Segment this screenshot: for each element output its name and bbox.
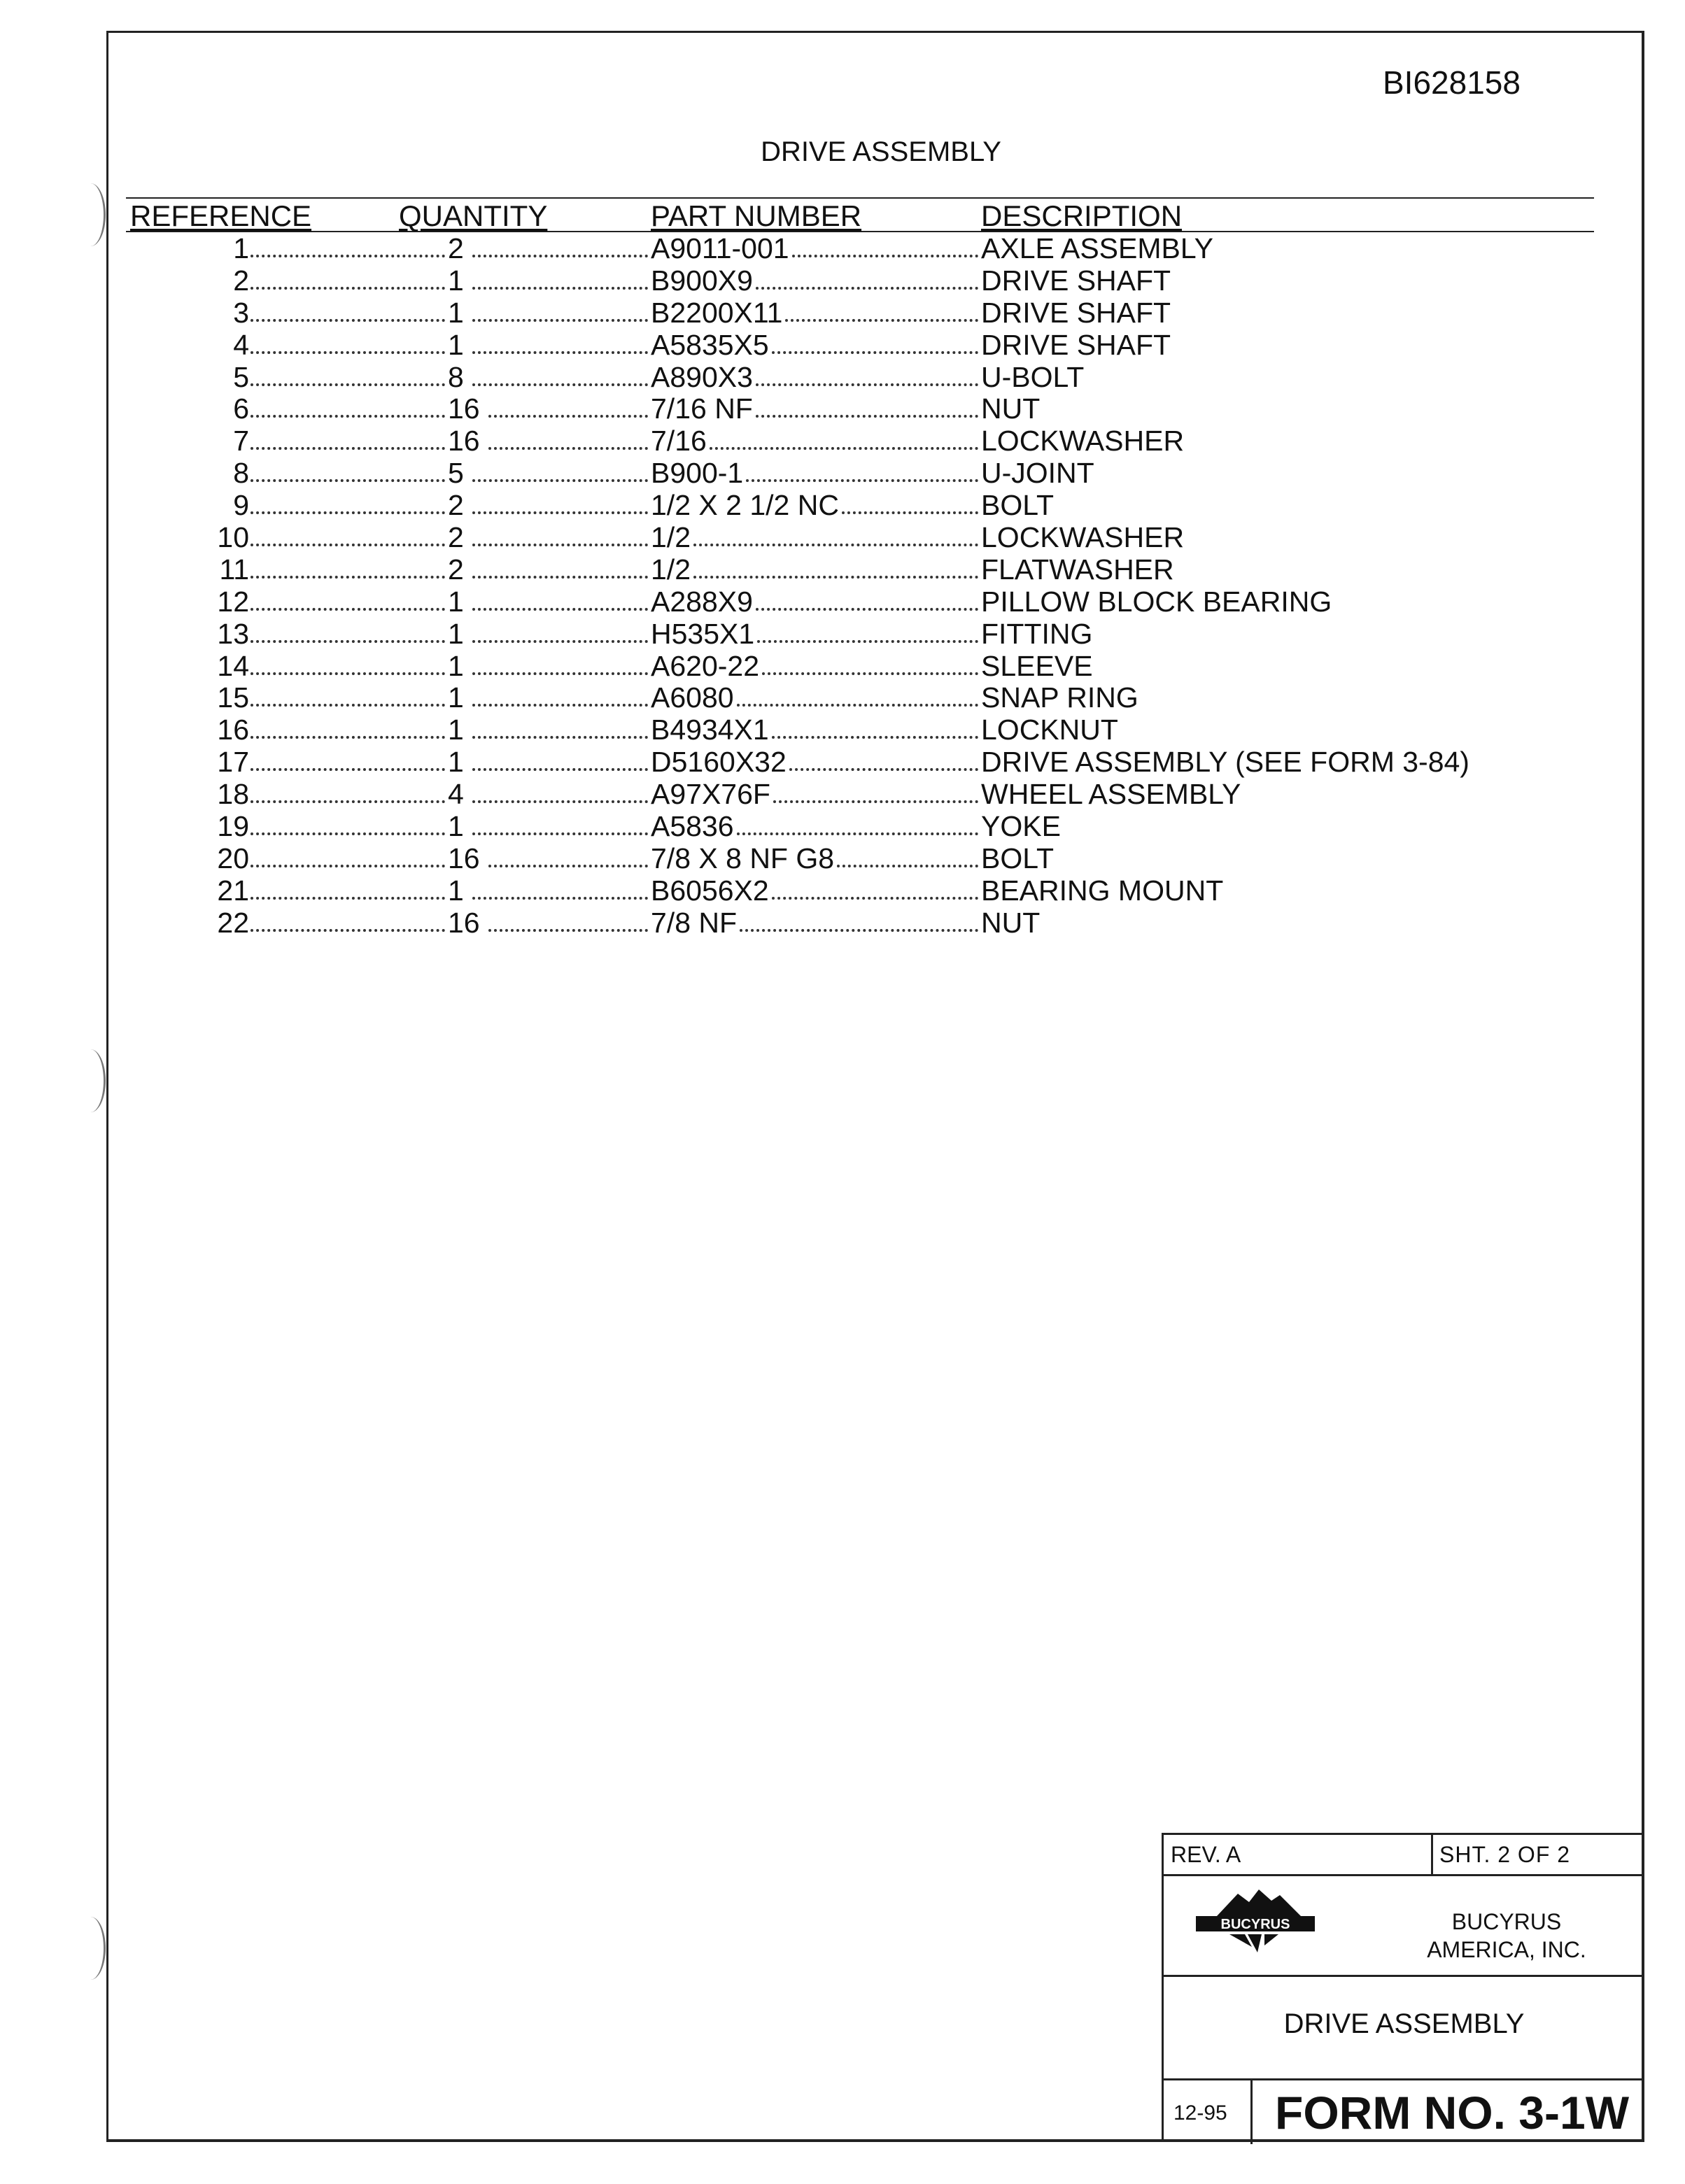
cell-reference: 7 (233, 425, 249, 458)
cell-reference: 20 (217, 842, 249, 874)
sheet-number: SHT. 2 OF 2 (1439, 1842, 1571, 1867)
dot-leader (710, 447, 978, 450)
cell-description: BEARING MOUNT (981, 874, 1224, 907)
cell-description: BOLT (981, 489, 1055, 522)
cell-description: LOCKNUT (981, 714, 1118, 746)
cell-description: AXLE ASSEMBLY (981, 232, 1213, 264)
cell-quantity: 16 (448, 392, 480, 425)
cell-quantity: 1 (448, 264, 464, 297)
dot-leader (472, 544, 648, 546)
dot-leader (792, 255, 978, 257)
dot-leader (472, 319, 648, 322)
cell-reference: 19 (217, 810, 249, 843)
cell-part-number: 7/16 NF (651, 392, 753, 425)
dot-leader (472, 511, 648, 514)
cell-description: FLATWASHER (981, 553, 1174, 586)
cell-part-number: D5160X32 (651, 746, 787, 779)
dot-leader (251, 736, 445, 739)
cell-reference: 10 (217, 521, 249, 554)
cell-part-number: A6080 (651, 681, 734, 714)
table-row (0, 714, 1685, 746)
dot-leader (737, 832, 978, 835)
cell-part-number: A288X9 (651, 585, 753, 618)
dot-leader (772, 897, 978, 900)
table-row (0, 650, 1685, 682)
dot-leader (789, 768, 978, 771)
table-row (0, 329, 1685, 361)
cell-quantity: 1 (448, 296, 464, 329)
cell-part-number: A9011-001 (651, 232, 789, 264)
table-row (0, 425, 1685, 457)
cell-quantity: 1 (448, 328, 464, 361)
cell-reference: 22 (217, 906, 249, 939)
dot-leader (472, 832, 648, 835)
cell-description: U-BOLT (981, 360, 1085, 393)
table-row (0, 392, 1685, 425)
title-block-rule (1164, 1874, 1644, 1876)
dot-leader (757, 640, 978, 643)
dot-leader (756, 415, 978, 418)
cell-reference: 9 (233, 489, 249, 522)
cell-description: BOLT (981, 842, 1055, 874)
dot-leader (772, 736, 978, 739)
dot-leader (472, 608, 648, 611)
dot-leader (251, 768, 445, 771)
cell-part-number: B2200X11 (651, 296, 783, 329)
dot-leader (472, 736, 648, 739)
cell-part-number: 1/2 (651, 553, 691, 586)
dot-leader (251, 383, 445, 386)
cell-quantity: 2 (448, 553, 464, 586)
logo-wordmark: BUCYRUS (1220, 1917, 1290, 1932)
dot-leader (488, 929, 648, 932)
bucyrus-logo (1189, 1880, 1322, 1957)
dot-leader (472, 255, 648, 257)
dot-leader (756, 287, 978, 290)
cell-part-number: A5835X5 (651, 328, 769, 361)
cell-description: DRIVE ASSEMBLY (SEE FORM 3-84) (981, 746, 1469, 779)
title-block-divider (1431, 1835, 1433, 1874)
dot-leader (251, 865, 445, 867)
document-number: BI628158 (1383, 64, 1521, 101)
title-block-rule (1164, 2078, 1644, 2080)
parts-list (0, 232, 1685, 939)
dot-leader (472, 576, 648, 579)
cell-quantity: 1 (448, 746, 464, 779)
dot-leader (251, 319, 445, 322)
table-row (0, 232, 1685, 264)
cell-reference: 6 (233, 392, 249, 425)
table-row (0, 907, 1685, 939)
cell-description: YOKE (981, 810, 1061, 843)
cell-quantity: 4 (448, 778, 464, 811)
table-row (0, 842, 1685, 874)
dot-leader (472, 287, 648, 290)
cell-reference: 12 (217, 585, 249, 618)
title-block-rule (1164, 1975, 1644, 1977)
dot-leader (251, 255, 445, 257)
cell-quantity: 2 (448, 521, 464, 554)
cell-part-number: B4934X1 (651, 714, 769, 746)
binder-hole-mark (76, 1049, 106, 1112)
dot-leader (762, 672, 978, 675)
cell-reference: 1 (233, 232, 249, 264)
form-date: 12-95 (1173, 2101, 1227, 2125)
table-row (0, 361, 1685, 393)
dot-leader (773, 800, 978, 803)
table-row (0, 489, 1685, 521)
dot-leader (772, 351, 978, 354)
cell-reference: 13 (217, 617, 249, 650)
table-row (0, 746, 1685, 778)
dot-leader (737, 704, 978, 707)
cell-part-number: B6056X2 (651, 874, 769, 907)
dot-leader (488, 865, 648, 867)
cell-description: NUT (981, 392, 1041, 425)
dot-leader (251, 576, 445, 579)
dot-leader (472, 897, 648, 900)
cell-description: LOCKWASHER (981, 425, 1185, 458)
cell-reference: 4 (233, 328, 249, 361)
cell-description: FITTING (981, 617, 1093, 650)
cell-description: DRIVE SHAFT (981, 296, 1171, 329)
dot-leader (251, 511, 445, 514)
dot-leader (693, 576, 978, 579)
cell-description: U-JOINT (981, 457, 1094, 490)
dot-leader (488, 447, 648, 450)
cell-part-number: H535X1 (651, 617, 755, 650)
cell-description: NUT (981, 906, 1041, 939)
dot-leader (251, 929, 445, 932)
column-header-reference: REFERENCE (130, 199, 312, 232)
cell-description: SNAP RING (981, 681, 1138, 714)
dot-leader (756, 383, 978, 386)
cell-reference: 3 (233, 296, 249, 329)
title-block-divider (1250, 2080, 1253, 2144)
dot-leader (251, 640, 445, 643)
dot-leader (251, 832, 445, 835)
cell-quantity: 2 (448, 489, 464, 522)
cell-reference: 11 (219, 553, 249, 586)
column-header-description: DESCRIPTION (981, 199, 1183, 232)
dot-leader (251, 544, 445, 546)
cell-quantity: 1 (448, 617, 464, 650)
dot-leader (251, 479, 445, 482)
cell-part-number: 1/2 X 2 1/2 NC (651, 489, 839, 522)
table-row (0, 553, 1685, 586)
dot-leader (785, 319, 978, 322)
table-row (0, 264, 1685, 297)
cell-quantity: 5 (448, 457, 464, 490)
cell-reference: 17 (217, 746, 249, 779)
cell-reference: 8 (233, 457, 249, 490)
form-number: FORM NO. 3-1W (1275, 2087, 1629, 2139)
dot-leader (251, 800, 445, 803)
dot-leader (251, 704, 445, 707)
cell-part-number: 1/2 (651, 521, 691, 554)
cell-part-number: A5836 (651, 810, 734, 843)
company-name (1374, 1908, 1640, 1964)
cell-description: SLEEVE (981, 649, 1093, 682)
dot-leader (740, 929, 978, 932)
table-row (0, 681, 1685, 714)
title-block-title: DRIVE ASSEMBLY (1283, 2008, 1525, 2039)
dot-leader (488, 415, 648, 418)
dot-leader (746, 479, 978, 482)
cell-quantity: 1 (448, 649, 464, 682)
cell-description: DRIVE SHAFT (981, 328, 1171, 361)
cell-quantity: 2 (448, 232, 464, 264)
dot-leader (472, 351, 648, 354)
cell-quantity: 1 (448, 874, 464, 907)
cell-reference: 21 (217, 874, 249, 907)
dot-leader (251, 351, 445, 354)
dot-leader (251, 672, 445, 675)
cell-part-number: A890X3 (651, 360, 753, 393)
cell-reference: 16 (217, 714, 249, 746)
cell-part-number: 7/8 NF (651, 906, 738, 939)
table-row (0, 521, 1685, 553)
cell-quantity: 8 (448, 360, 464, 393)
cell-quantity: 1 (448, 681, 464, 714)
cell-part-number: 7/16 (651, 425, 707, 458)
cell-description: LOCKWASHER (981, 521, 1185, 554)
title-block (1162, 1833, 1644, 2142)
dot-leader (472, 383, 648, 386)
dot-leader (472, 704, 648, 707)
cell-part-number: A97X76F (651, 778, 770, 811)
dot-leader (472, 479, 648, 482)
company-name-line-1: BUCYRUS (1451, 1909, 1562, 1934)
binder-hole-mark (76, 1917, 106, 1980)
table-row (0, 297, 1685, 329)
dot-leader (693, 544, 978, 546)
table-row (0, 874, 1685, 907)
cell-part-number: B900X9 (651, 264, 753, 297)
cell-part-number: A620-22 (651, 649, 760, 682)
table-row (0, 810, 1685, 842)
dot-leader (472, 672, 648, 675)
cell-quantity: 16 (448, 425, 480, 458)
dot-leader (251, 415, 445, 418)
column-header-part-number: PART NUMBER (651, 199, 862, 232)
revision-label: REV. A (1171, 1842, 1241, 1867)
dot-leader (472, 640, 648, 643)
table-row (0, 586, 1685, 618)
table-row (0, 778, 1685, 810)
cell-quantity: 1 (448, 810, 464, 843)
cell-reference: 18 (217, 778, 249, 811)
table-row (0, 618, 1685, 650)
cell-quantity: 16 (448, 906, 480, 939)
cell-description: PILLOW BLOCK BEARING (981, 585, 1332, 618)
dot-leader (251, 897, 445, 900)
cell-part-number: B900-1 (651, 457, 744, 490)
cell-description: DRIVE SHAFT (981, 264, 1171, 297)
cell-quantity: 16 (448, 842, 480, 874)
table-row (0, 457, 1685, 489)
cell-reference: 14 (217, 649, 249, 682)
dot-leader (837, 865, 978, 867)
dot-leader (251, 608, 445, 611)
cell-reference: 5 (233, 360, 249, 393)
cell-description: WHEEL ASSEMBLY (981, 778, 1241, 811)
cell-quantity: 1 (448, 585, 464, 618)
dot-leader (251, 287, 445, 290)
column-header-quantity: QUANTITY (399, 199, 548, 232)
dot-leader (472, 800, 648, 803)
cell-part-number: 7/8 X 8 NF G8 (651, 842, 835, 874)
cell-quantity: 1 (448, 714, 464, 746)
company-name-line-2: AMERICA, INC. (1427, 1937, 1586, 1962)
page-title: DRIVE ASSEMBLY (761, 136, 1001, 167)
cell-reference: 2 (233, 264, 249, 297)
dot-leader (756, 608, 978, 611)
dot-leader (472, 768, 648, 771)
dot-leader (251, 447, 445, 450)
dot-leader (842, 511, 978, 514)
cell-reference: 15 (217, 681, 249, 714)
